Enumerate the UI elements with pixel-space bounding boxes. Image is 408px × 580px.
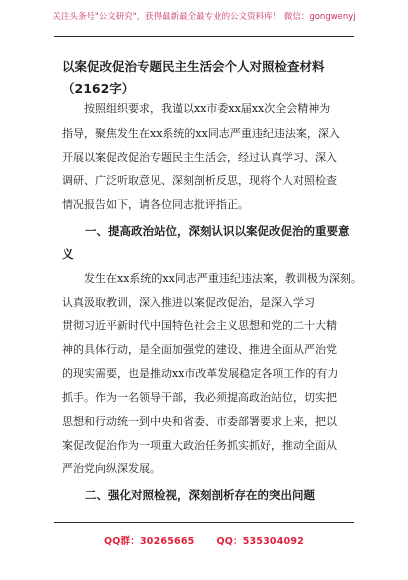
body-text-line: 严治党向纵深发展。: [62, 462, 161, 475]
section-heading-line: 义: [62, 247, 74, 261]
document-title: 以案促改促治专题民主生活会个人对照检查材料（2162字）: [62, 59, 325, 96]
footer-contact: [0, 533, 408, 547]
body-text-line: 贯彻习近平新时代中国特色社会主义思想和党的二十大精: [62, 319, 337, 332]
footer-qq-number: QQ：535304092: [216, 536, 304, 547]
body-text-line: 按照组织要求，我谨以xx市委xx届xx次全会精神为: [62, 102, 331, 115]
body-text-line: 开展以案促改促治专题民主生活会，经过认真学习、深入: [62, 151, 337, 164]
body-text-line: 情况报告如下，请各位同志批评指正。: [62, 198, 249, 211]
body-text-line: 调研、广泛听取意见、深刻剖析反思，现将个人对照检查: [62, 174, 337, 187]
body-text-line: 案促改促治作为一项重大政治任务抓实抓好，推动全面从: [62, 439, 337, 452]
footer-qq-group: QQ群：30265665: [104, 536, 195, 547]
body-text-line: 发生在xx系统的xx同志严重违纪违法案，教训极为深刻。: [62, 272, 362, 285]
body-text-line: 认真汲取教训，深入推进以案促改促治，是深入学习: [62, 296, 315, 309]
body-text-line: 神的具体行动，是全面加强党的建设、推进全面从严治党: [62, 343, 337, 356]
body-text-line: 抓手。作为一名领导干部，我必须提高政治站位，切实把: [62, 391, 337, 404]
header-note: 关注头条号"公文研究"，获得最新最全最专业的公文资料库！ 微信：gongwenyj: [52, 12, 356, 22]
body-text-line: 思想和行动统一到中央和省委、市委部署要求上来，把以: [62, 415, 337, 428]
header-divider: [54, 36, 354, 37]
body-text-line: 的现实需要，也是推动xx市改革发展稳定各项工作的有力: [62, 367, 339, 380]
body-text-line: 指导，聚焦发生在xx系统的xx同志严重违纪违法案，深入: [62, 127, 340, 140]
section-heading-line: 一、提高政治站位，深刻认识以案促改促治的重要意: [62, 224, 350, 238]
section-heading-line: 二、强化对照检视，深刻剖析存在的突出问题: [62, 488, 315, 502]
footer-divider: [54, 522, 354, 523]
